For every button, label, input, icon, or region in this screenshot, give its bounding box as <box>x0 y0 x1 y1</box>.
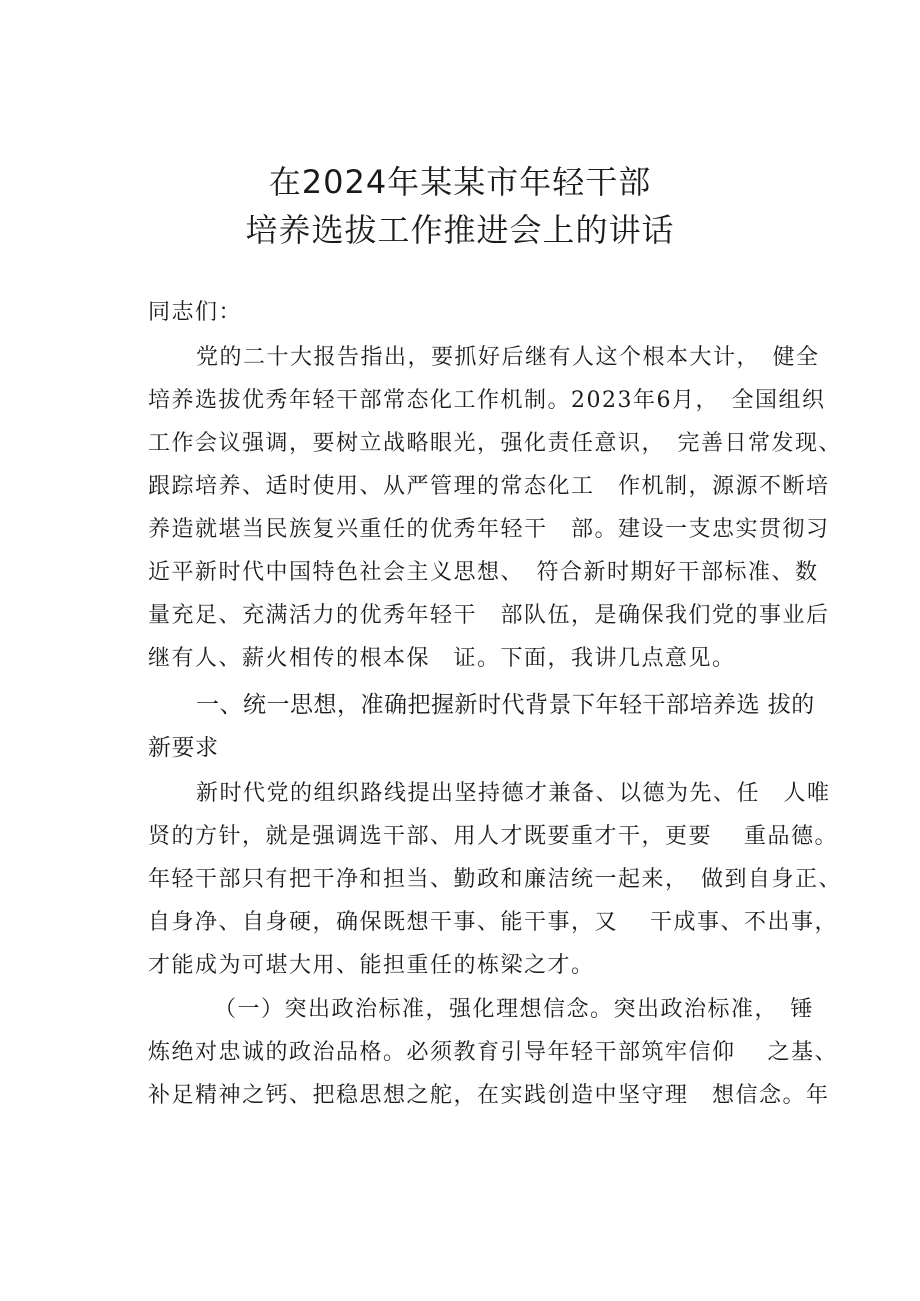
paragraph-line: 才能成为可堪大用、能担重任的栋梁之才。 <box>148 953 595 978</box>
paragraph-line: 补足精神之钙、把稳思想之舵，在实践创造中坚守理 想信念。年 <box>148 1083 830 1108</box>
document-title-line-2: 培养选拔工作推进会上的讲话 <box>245 211 675 249</box>
section-heading-line: 一、统一思想，准确把握新时代背景下年轻干部培养选 拔的 <box>196 692 815 718</box>
paragraph-line: 继有人、薪火相传的根本保 证。下面，我讲几点意见。 <box>148 646 736 671</box>
paragraph-line: 贤的方针，就是强调选干部、用人才既要重才干，更要 重品德。 <box>148 824 838 849</box>
paragraph-line: 工作会议强调，要树立战略眼光，强化责任意识， 完善日常发现、 <box>148 431 843 456</box>
paragraph-line: 培养选拔优秀年轻干部常态化工作机制。2023年6月， 全国组织 <box>148 388 826 413</box>
paragraph-line: 新时代党的组织路线提出坚持德才兼备、以德为先、任 人唯 <box>196 781 831 806</box>
paragraph-line: （一）突出政治标准，强化理想信念。突出政治标准， 锤 <box>214 997 815 1022</box>
paragraph-line: 量充足、充满活力的优秀年轻干 部队伍，是确保我们党的事业后 <box>148 603 830 628</box>
paragraph-line: 跟踪培养、适时使用、从严管理的常态化工 作机制，源源不断培 <box>148 474 830 499</box>
paragraph-line: 养造就堪当民族复兴重任的优秀年轻干 部。建设一支忠实贯彻习 <box>148 517 830 542</box>
salutation: 同志们： <box>148 300 243 325</box>
section-heading-line: 新要求 <box>148 735 219 761</box>
paragraph-line: 年轻干部只有把干净和担当、勤政和廉洁统一起来， 做到自身正、 <box>148 867 843 892</box>
paragraph-line: 近平新时代中国特色社会主义思想、 符合新时期好干部标准、数 <box>148 560 819 585</box>
document-title-line-1: 在2024年某某市年轻干部 <box>268 163 652 201</box>
paragraph-line: 党的二十大报告指出，要抓好后继有人这个根本大计， 健全 <box>196 345 820 370</box>
paragraph-line: 炼绝对忠诚的政治品格。必须教育引导年轻干部筑牢信仰 之基、 <box>148 1040 838 1065</box>
paragraph-line: 自身净、自身硬，确保既想干事、能干事，又 干成事、不出事， <box>148 910 838 935</box>
